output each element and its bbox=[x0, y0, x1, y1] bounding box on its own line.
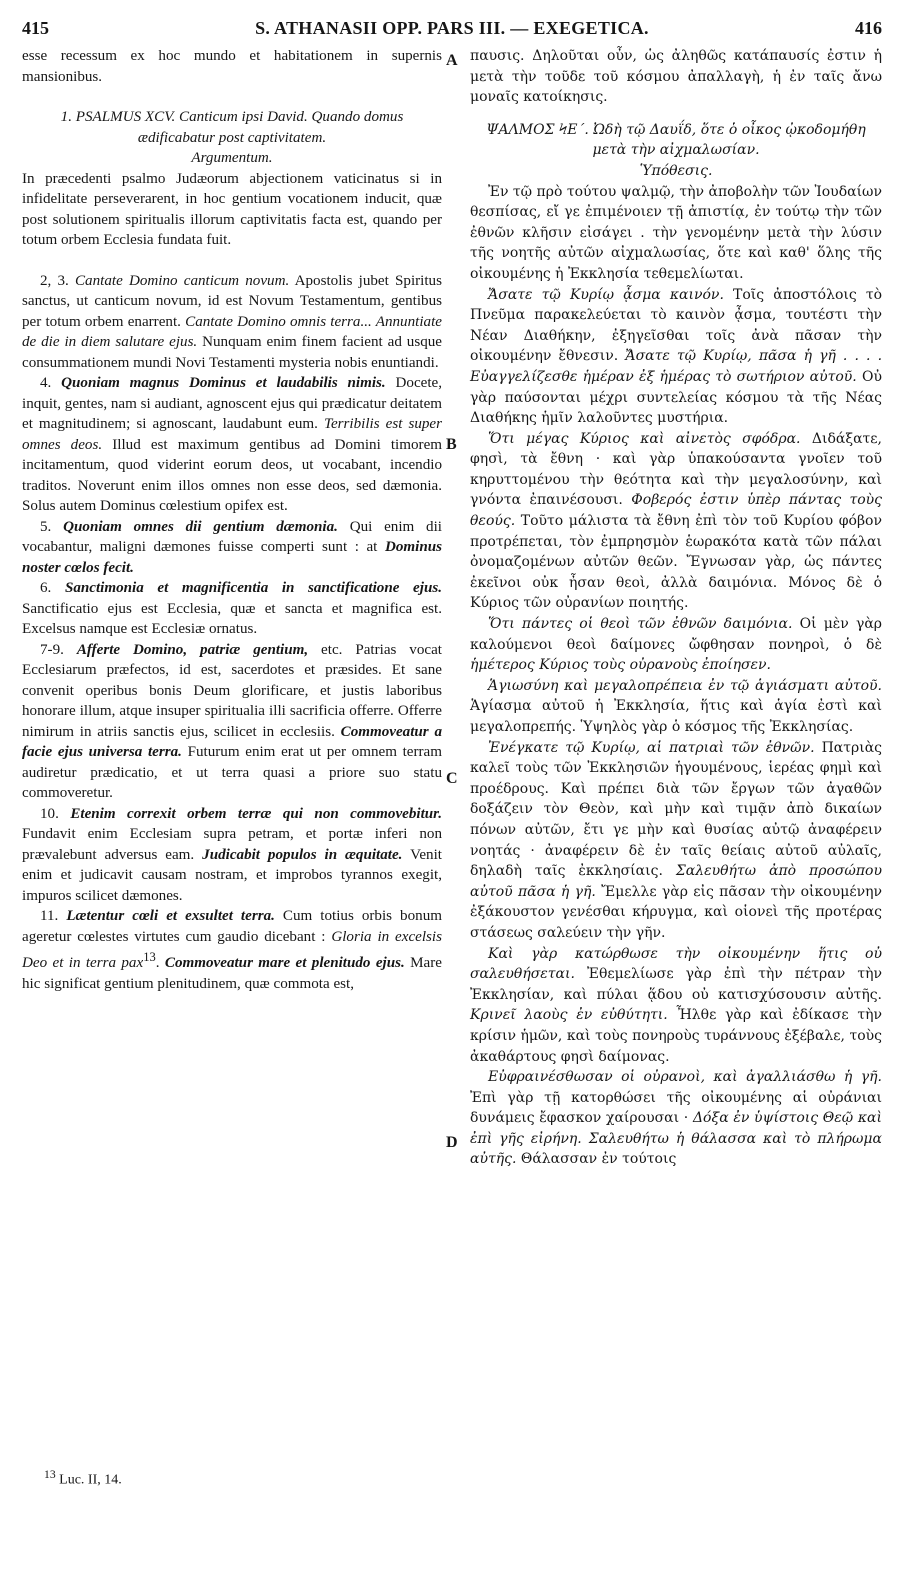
latin-verse-7-9 bbox=[22, 640, 442, 804]
footnote bbox=[44, 1468, 122, 1489]
verse-number: 2, 3. bbox=[40, 272, 69, 289]
lemma: Φοβερός ἐστιν ὑπὲρ πάντας τοὺς θεούς. bbox=[470, 492, 882, 530]
page-number-right: 416 bbox=[855, 18, 882, 38]
verse-number: 5. bbox=[40, 518, 52, 535]
commentary: Venit enim et judicavit causam nostram, et improbos tyrannos exegit, impuros scilicet dæmones. bbox=[22, 846, 442, 904]
lemma: Δόξα ἐν ὑψίστοις Θεῷ καὶ ἐπὶ γῆς εἰρήνη. Σαλευθήτω ἡ θάλασσα καὶ τὸ πλήρωμα αὐτῆς. bbox=[470, 1110, 883, 1168]
verse-number: 4. bbox=[40, 375, 52, 391]
commentary: Sanctificatio ejus est Ecclesia, quæ et sancta et magnifica est. Excelsus namque est Ecclesiæ ornatus. bbox=[22, 600, 442, 637]
lemma: Ὅτι πάντες οἱ θεοὶ τῶν ἐθνῶν δαιμόνια. bbox=[488, 616, 793, 633]
lemma: Afferte Domino, patriæ gentium, bbox=[76, 641, 309, 658]
commentary: Ἐπὶ γὰρ τῇ κατορθώσει τῆς οἰκουμένης αἱ οὐράνιαι δυνάμεις ἔφασκον χαίρουσαι · bbox=[470, 1089, 882, 1127]
greek-verse-10 bbox=[470, 944, 882, 1068]
commentary: Διδάξατε, φησὶ, τὰ ἔθνη · καὶ γὰρ ὑπακούσαντα γνοῖεν τοῦ κηρυττομένου τὴν θεότητα καὶ τὴν μεγαλοσύνην, καὶ γνόντα ἐπαινέσουσι. bbox=[470, 430, 883, 509]
lemma: Etenim correxit orbem terræ qui non commovebitur. bbox=[70, 805, 443, 822]
commentary: Ἦλθε γὰρ καὶ ἐδίκασε τὴν κρίσιν ἡμῶν, καὶ τοὺς πονηροὺς τυράννους ἐξέβαλε, τοὺς ἀκαθάρτους φησὶ δαίμονας. bbox=[470, 1007, 883, 1065]
latin-psalm-number: 1. bbox=[60, 109, 72, 125]
commentary: Ἔμελλε γὰρ εἰς πᾶσαν τὴν οἰκουμένην ἐξάκουστον γενέσθαι κήρυγμα, καὶ οἱονεὶ τῆς προτέρας στάσεως σαλεύειν τὴν γῆν. bbox=[470, 883, 882, 941]
commentary: etc. Patrias vocat Ecclesiarum præfectos, id est, sacerdotes et præsides. Et sane convenit operibus bonis Deum glorificare, et justis laboribus honorare illum, atque insuper spiritualia illi sacrificia offerre. Offerre nimirum in atriis sanctis ejus, scilicet in ecclesiis. bbox=[22, 641, 442, 740]
commentary: Θάλασσαν ἐν τούτοις bbox=[520, 1151, 677, 1168]
lemma: Καὶ γὰρ κατώρθωσε τὴν οἰκουμένην ἥτις οὐ σαλευθήσεται. bbox=[470, 945, 882, 983]
lemma: Commoveatur mare et plenitudo ejus. bbox=[164, 955, 405, 972]
verse-number: 7-9. bbox=[40, 641, 64, 658]
latin-argument-title: Argumentum. bbox=[191, 150, 273, 166]
lemma: Commoveatur a facie ejus universa terra. bbox=[22, 723, 442, 760]
lemma: Ὅτι μέγας Κύριος καὶ αἰνετὸς σφόδρα. bbox=[488, 430, 801, 447]
commentary: Futurum enim erat ut per omnem terram audiretur prædicatio, et ut terra quasi a priore suo statu commoveretur. bbox=[22, 744, 442, 801]
greek-verse-2-3 bbox=[470, 285, 882, 429]
latin-verse-10 bbox=[22, 804, 442, 907]
latin-verse-4 bbox=[22, 373, 442, 517]
lemma: Terribilis est super omnes deos. bbox=[22, 416, 442, 453]
lemma: Lætentur cœli et exsultet terra. bbox=[66, 908, 275, 924]
latin-verse-2-3 bbox=[22, 271, 442, 374]
commentary: Πατριὰς καλεῖ τοὺς τῶν Ἐκκλησιῶν ἡγουμένους, ἱερέας φημὶ καὶ προέδρους. Καὶ πρέπει διὰ τῶν ἔργων τῶν ἀγαθῶν δοξάζειν τὸν Θεὸν, καὶ μὴν καὶ τιμᾷν ἀπὸ δικαίων πόνων αὐτῶν, ἔτι γε μὴν καὶ θυσίας αὐτῷ ἀναφέρειν νοητάς · ἀναφέρειν δὲ ἐν ταῖς θείαις αὐτοῦ αὐλαῖς, δηλαδὴ ταῖς ἐκκλησίαις. bbox=[470, 739, 882, 880]
lemma: Cantate Domino canticum novum. bbox=[74, 272, 290, 289]
lemma: Quoniam magnus Dominus et laudabilis nimis. bbox=[61, 375, 386, 391]
greek-argument-text: Ἐν τῷ πρὸ τούτου ψαλμῷ, τὴν ἀποβολὴν τῶν Ἰουδαίων θεσπίσας, εἴ γε ἐπιμένοιεν τῇ ἀπιστίᾳ, ἐν τούτῳ τὴν τῶν ἐθνῶν κλῆσιν εἰσάγει . τὴν γενομένην μετὰ τὴν λύσιν τῆς νοητῆς αὐτῶν αἰχμαλωσίας, ὅτε καὶ καθ' ὅλης τῆς οἰκουμένης ἡ Ἐκκλησία τεθεμελίωται. bbox=[470, 183, 882, 282]
commentary: Τοῦτο μάλιστα τὰ ἔθνη ἐπὶ τὸν τοῦ Κυρίου φόβον προτρέπεται, τὸν ἐμπρησμὸν ἑωρακότα κατὰ τῶν πάλαι ὀνομαζομένων αὐτῶν θεῶν. Ἔγνωσαν γὰρ, ὡς πάντες ἐκεῖνοι οὐκ ἦσαν θεοὶ, ἀλλὰ δαιμόνια. Μόνος δὲ ὁ Κύριος τῶν οὐρανίων ποιητής. bbox=[470, 513, 882, 612]
footnote-text: Luc. II, 14. bbox=[59, 1472, 122, 1488]
latin-column bbox=[22, 46, 442, 994]
margin-marker-c: C bbox=[446, 770, 458, 787]
margin-marker-a: A bbox=[446, 52, 458, 69]
lemma: Σαλευθήτω ἀπὸ προσώπου αὐτοῦ πᾶσα ἡ γῆ. bbox=[470, 863, 882, 900]
commentary: Qui enim dii vocabantur, maligni dæmones fuisse comperti sunt : at bbox=[22, 518, 442, 555]
lemma: Ἄσατε τῷ Κυρίῳ ᾆσμα καινόν. bbox=[488, 286, 724, 303]
margin-marker-b: B bbox=[446, 436, 457, 453]
commentary: Fundavit enim Ecclesiam supra petram, et portæ inferi non prævalebunt adversus eam. bbox=[22, 826, 442, 863]
footnote-number: 13 bbox=[44, 1468, 56, 1481]
running-header bbox=[22, 18, 882, 42]
punctuation: . bbox=[155, 955, 160, 972]
lemma: ἡμέτερος Κύριος τοὺς οὐρανοὺς ἐποίησεν. bbox=[470, 657, 772, 674]
latin-verse-11 bbox=[22, 906, 442, 994]
greek-verse-11 bbox=[470, 1067, 882, 1170]
greek-column bbox=[470, 46, 882, 1170]
lemma: Κρινεῖ λαοὺς ἐν εὐθύτητι. bbox=[470, 1007, 668, 1024]
greek-verse-7-9 bbox=[470, 738, 882, 944]
lemma: Εὐφραινέσθωσαν οἱ οὐρανοὶ, καὶ ἀγαλλιάσθω ἡ γῆ. bbox=[488, 1069, 882, 1086]
latin-verse-5 bbox=[22, 517, 442, 579]
commentary: Illud est maximum gentibus ad Domini timorem incitamentum, quod viderint eorum deos, ut vocabant, incendio traditos. Noverunt enim illos omnes non esse deos, sed dæmonia. Solus autem Dominus cœlestium opifex est. bbox=[22, 436, 443, 514]
latin-psalm-title bbox=[22, 107, 442, 148]
commentary: Nunquam enim finem facient ad usque consummationem mundi Novi Testamenti mysteria nobis enuntiandi. bbox=[22, 334, 442, 371]
running-title: S. ATHANASII OPP. PARS III. — EXEGETICA. bbox=[255, 18, 649, 38]
footnote-ref: 13 bbox=[143, 950, 156, 964]
lemma: Quoniam omnes dii gentium dæmonia. bbox=[63, 518, 338, 535]
latin-continuation: esse recessum ex hoc mundo et habitationem in supernis mansionibus. bbox=[22, 48, 442, 85]
lemma: Ἁγιωσύνη καὶ μεγαλοπρέπεια ἐν τῷ ἁγιάσματι αὐτοῦ. bbox=[488, 677, 882, 694]
greek-verse-4 bbox=[470, 429, 882, 614]
margin-marker-d: D bbox=[446, 1134, 458, 1151]
lemma: Ἐνέγκατε τῷ Κυρίῳ, αἱ πατριαὶ τῶν ἐθνῶν. bbox=[488, 739, 815, 756]
commentary: Ἐθεμελίωσε γὰρ ἐπὶ τὴν πέτραν τὴν Ἐκκλησίαν, καὶ πύλαι ᾅδου οὐ κατισχύσουσιν αὐτῆς. bbox=[470, 966, 882, 1003]
lemma: Gloria in excelsis Deo et in terra pax bbox=[22, 928, 442, 972]
commentary: Cum totius orbis bonum ageretur cœlestes virtutes cum gaudio dicebant : bbox=[22, 908, 442, 945]
commentary: Mare hic significat gentium plenitudinem, quæ commota est, bbox=[22, 955, 442, 992]
lemma: Dominus noster cœlos fecit. bbox=[22, 539, 442, 576]
greek-psalm-title: ΨΑΛΜΟΣ ϞΕ΄. Ὠδὴ τῷ Δαυΐδ, ὅτε ὁ οἶκος ᾠκοδομήθη μετὰ τὴν αἰχμαλωσίαν. bbox=[486, 121, 866, 159]
page-number-left: 415 bbox=[22, 18, 49, 38]
verse-number: 6. bbox=[40, 580, 52, 596]
greek-continuation: παυσις. Δηλοῦται οὖν, ὡς ἀληθῶς κατάπαυσίς ἐστιν ἡ μετὰ τὴν τοῦδε τοῦ κόσμου ἀπαλλαγὴ, ἡ ἐν ταῖς ἄνω μοναῖς κατοίκησις. bbox=[470, 48, 882, 106]
greek-verse-5 bbox=[470, 614, 882, 676]
latin-argument-text: In præcedenti psalmo Judæorum abjectionem vaticinatus si in infidelitate perseverarent, in hoc gentium vocationem inducit, quæ post solutionem spiritualis illorum captivitatis facta est, quando per totum orbem Ecclesia fundata fuit. bbox=[22, 170, 442, 248]
greek-verse-6 bbox=[470, 676, 882, 738]
commentary: Ἁγίασμα αὐτοῦ ἡ Ἐκκλησία, ἥτις καὶ ἁγία ἐστὶ καὶ μεγαλοπρεπής. Ὑψηλὸς γὰρ ὁ κόσμος τῆς Ἐκκλησίας. bbox=[470, 698, 882, 735]
verse-number: 10. bbox=[40, 805, 59, 822]
commentary: Apostolis jubet Spiritus sanctus, ut canticum novum, id est Novum Testamentum, gentibus per totum orbem enarrent. bbox=[22, 272, 442, 330]
commentary: Docete, inquit, gentes, nam si audiant, agnoscent ejus qui prædicatur deitatem et magnitudinem; si agnoscant, laudabunt eum. bbox=[22, 375, 443, 432]
lemma: Sanctimonia et magnificentia in sanctificatione ejus. bbox=[64, 580, 442, 596]
commentary: Οἱ μὲν γὰρ καλούμενοι θεοὶ δαίμονες ὤφθησαν πονηροὶ, ὁ δὲ bbox=[470, 616, 883, 653]
verse-number: 11. bbox=[40, 908, 59, 924]
lemma: Judicabit populos in æquitate. bbox=[202, 846, 403, 863]
commentary: Οὐ γὰρ παύσονται μέχρι συντελείας κόσμου τὰ τῆς Νέας Διαθήκης ἡμῖν λαλοῦντες μυστήρια. bbox=[470, 368, 882, 427]
greek-argument-title: Ὑπόθεσις. bbox=[639, 162, 713, 179]
lemma: Ἄσατε τῷ Κυρίῳ, πᾶσα ἡ γῆ . . . . Εὐαγγελίζεσθε ἡμέραν ἐξ ἡμέρας τὸ σωτήριον αὐτοῦ. bbox=[470, 348, 883, 385]
latin-verse-6 bbox=[22, 578, 442, 640]
latin-psalm-heading: PSALMUS XCV. Canticum ipsi David. Quando domus ædificabatur post captivitatem. bbox=[75, 109, 404, 146]
lemma: Cantate Domino omnis terra... Annuntiate de die in diem salutare ejus. bbox=[22, 313, 442, 350]
commentary: Τοῖς ἀποστόλοις τὸ Πνεῦμα παρακελεύεται τὸ καινὸν ᾆσμα, τουτέστι τὴν Νέαν Διαθήκην, ἐξηγεῖσθαι τοῖς ἀνὰ πᾶσαν τὴν οἰκουμένην ἔθνεσιν. bbox=[470, 286, 882, 365]
